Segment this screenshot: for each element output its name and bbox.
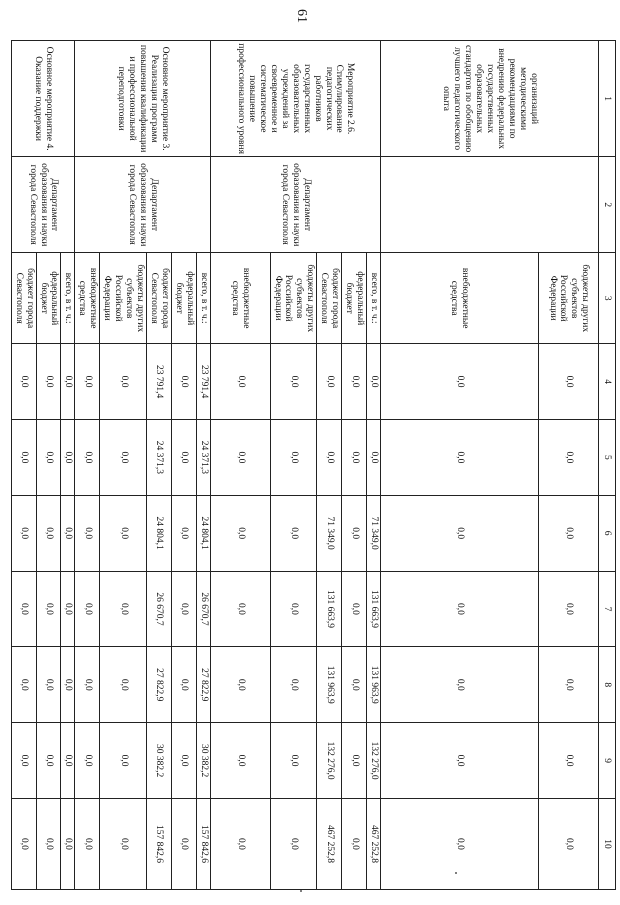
value-cell: 0,0 [171, 647, 196, 723]
value-cell: 0,0 [539, 647, 599, 723]
value-cell: 0,0 [539, 495, 599, 571]
funding-source-cell: бюджеты других субъектов Российской Федерации [100, 253, 147, 344]
value-cell: 0,0 [381, 723, 539, 799]
header-cell: 4 [599, 344, 616, 420]
value-cell: 157 842,6 [146, 798, 171, 889]
scan-speck [300, 890, 302, 892]
value-cell: 0,0 [342, 344, 367, 420]
value-cell: 30 382,2 [196, 723, 210, 799]
budget-table [11, 40, 616, 890]
value-cell: 0,0 [342, 798, 367, 889]
value-cell: 30 382,2 [146, 723, 171, 799]
value-cell: 0,0 [317, 419, 342, 495]
funding-source-cell: федеральный бюджет [342, 253, 367, 344]
value-cell: 0,0 [381, 571, 539, 647]
value-cell: 0,0 [75, 419, 100, 495]
value-cell: 24 371,3 [146, 419, 171, 495]
value-cell: 157 842,6 [196, 798, 210, 889]
value-cell: 26 670,7 [196, 571, 210, 647]
executor-cell: Департамент образования и науки города Севастополя [75, 157, 210, 253]
value-cell: 23 791,4 [196, 344, 210, 420]
value-cell: 0,0 [36, 344, 61, 420]
value-cell: 0,0 [171, 344, 196, 420]
value-cell: 131 963,9 [317, 647, 342, 723]
value-cell: 0,0 [270, 419, 317, 495]
value-cell: 0,0 [100, 344, 147, 420]
header-cell: 7 [599, 571, 616, 647]
value-cell: 0,0 [270, 344, 317, 420]
funding-source-cell: всего, в т. ч.: [196, 253, 210, 344]
measure-name-cell: Основное мероприятие 3. Реализация программ повышения квалификации и профессиональной переподготовки [75, 41, 210, 157]
value-cell: 0,0 [381, 419, 539, 495]
value-cell: 0,0 [36, 495, 61, 571]
value-cell: 0,0 [171, 798, 196, 889]
value-cell: 0,0 [61, 495, 75, 571]
value-cell: 0,0 [100, 798, 147, 889]
value-cell: 0,0 [270, 798, 317, 889]
value-cell: 0,0 [270, 723, 317, 799]
value-cell: 0,0 [381, 344, 539, 420]
value-cell: 0,0 [36, 419, 61, 495]
value-cell: 131 663,9 [317, 571, 342, 647]
table-row [196, 41, 210, 890]
value-cell: 0,0 [75, 344, 100, 420]
value-cell: 0,0 [11, 798, 36, 889]
scan-speck [455, 872, 457, 874]
header-cell: 2 [599, 157, 616, 253]
value-cell: 0,0 [61, 723, 75, 799]
table-row [367, 41, 381, 890]
value-cell: 132 276,0 [367, 723, 381, 799]
funding-source-cell: внебюджетные средства [210, 253, 270, 344]
funding-source-cell: всего, в т. ч.: [367, 253, 381, 344]
value-cell: 0,0 [75, 647, 100, 723]
value-cell: 0,0 [11, 419, 36, 495]
funding-source-cell: внебюджетные средства [381, 253, 539, 344]
value-cell: 0,0 [61, 344, 75, 420]
budget-table-sheet [13, 40, 616, 890]
value-cell: 0,0 [539, 723, 599, 799]
value-cell: 0,0 [61, 571, 75, 647]
value-cell: 0,0 [210, 798, 270, 889]
value-cell: 0,0 [342, 571, 367, 647]
executor-cell: Департамент образования и науки города Севастополя [11, 157, 75, 253]
value-cell: 0,0 [100, 495, 147, 571]
value-cell: 0,0 [317, 344, 342, 420]
value-cell: 0,0 [210, 571, 270, 647]
value-cell: 0,0 [75, 798, 100, 889]
value-cell: 0,0 [11, 495, 36, 571]
value-cell: 131 663,9 [367, 571, 381, 647]
measure-name-cell: Основное мероприятие 4. Оказание поддержки [11, 41, 75, 157]
funding-source-cell: федеральный бюджет [171, 253, 196, 344]
funding-source-cell: бюджет города Севастополя [146, 253, 171, 344]
value-cell: 27 822,9 [146, 647, 171, 723]
measure-name-cell: Мероприятие 2.6. Стимулирование педагогических работников государственных образовательных учреждений за своевременное и систематическое повышение профессионального уровня [210, 41, 380, 157]
value-cell: 0,0 [342, 647, 367, 723]
value-cell: 0,0 [171, 419, 196, 495]
header-cell: 9 [599, 723, 616, 799]
value-cell: 0,0 [210, 344, 270, 420]
value-cell: 0,0 [270, 571, 317, 647]
value-cell: 23 791,4 [146, 344, 171, 420]
header-cell: 8 [599, 647, 616, 723]
header-row [599, 41, 616, 890]
value-cell: 0,0 [75, 495, 100, 571]
value-cell: 0,0 [210, 495, 270, 571]
value-cell: 0,0 [367, 344, 381, 420]
header-cell: 1 [599, 41, 616, 157]
value-cell: 0,0 [270, 495, 317, 571]
value-cell: 0,0 [75, 723, 100, 799]
value-cell: 71 349,0 [317, 495, 342, 571]
value-cell: 71 349,0 [367, 495, 381, 571]
value-cell: 0,0 [381, 798, 539, 889]
value-cell: 0,0 [270, 647, 317, 723]
table-row [61, 41, 75, 890]
funding-source-cell: бюджеты других субъектов Российской Федерации [270, 253, 317, 344]
value-cell: 0,0 [11, 344, 36, 420]
value-cell: 24 371,3 [196, 419, 210, 495]
header-cell: 3 [599, 253, 616, 344]
value-cell: 24 804,1 [196, 495, 210, 571]
value-cell: 0,0 [342, 723, 367, 799]
value-cell: 0,0 [210, 647, 270, 723]
value-cell: 0,0 [381, 647, 539, 723]
value-cell: 0,0 [100, 419, 147, 495]
value-cell: 0,0 [61, 419, 75, 495]
value-cell: 26 670,7 [146, 571, 171, 647]
value-cell: 0,0 [171, 495, 196, 571]
value-cell: 0,0 [539, 344, 599, 420]
value-cell: 27 822,9 [196, 647, 210, 723]
table-row [539, 41, 599, 890]
value-cell: 0,0 [210, 419, 270, 495]
value-cell: 0,0 [210, 723, 270, 799]
value-cell: 0,0 [36, 798, 61, 889]
value-cell: 0,0 [171, 723, 196, 799]
funding-source-cell: всего, в т. ч.: [61, 253, 75, 344]
value-cell: 0,0 [539, 571, 599, 647]
header-cell: 10 [599, 798, 616, 889]
funding-source-cell: федеральный бюджет [36, 253, 61, 344]
value-cell: 0,0 [100, 723, 147, 799]
value-cell: 131 963,9 [367, 647, 381, 723]
page-number: 61 [294, 9, 309, 23]
executor-cell: Департамент образования и науки города Севастополя [210, 157, 380, 253]
value-cell: 0,0 [61, 647, 75, 723]
value-cell: 24 804,1 [146, 495, 171, 571]
value-cell: 0,0 [36, 571, 61, 647]
value-cell: 0,0 [61, 798, 75, 889]
funding-source-cell: бюджет города Севастополя [11, 253, 36, 344]
funding-source-cell: бюджеты других субъектов Российской Федерации [539, 253, 599, 344]
value-cell: 132 276,0 [317, 723, 342, 799]
executor-cell [381, 157, 599, 253]
header-cell: 6 [599, 495, 616, 571]
value-cell: 0,0 [36, 723, 61, 799]
value-cell: 467 252,8 [317, 798, 342, 889]
value-cell: 0,0 [342, 495, 367, 571]
value-cell: 0,0 [171, 571, 196, 647]
value-cell: 0,0 [100, 647, 147, 723]
value-cell: 467 252,8 [367, 798, 381, 889]
value-cell: 0,0 [11, 571, 36, 647]
header-cell: 5 [599, 419, 616, 495]
value-cell: 0,0 [381, 495, 539, 571]
value-cell: 0,0 [100, 571, 147, 647]
measure-name-cell: организаций методическими рекомендациями по внедрению федеральных государственных образовательных стандартов по обобщению лучшего педагогического опыта [381, 41, 599, 157]
value-cell: 0,0 [75, 571, 100, 647]
value-cell: 0,0 [539, 798, 599, 889]
value-cell: 0,0 [11, 647, 36, 723]
funding-source-cell: бюджет города Севастополя [317, 253, 342, 344]
value-cell: 0,0 [36, 647, 61, 723]
funding-source-cell: внебюджетные средства [75, 253, 100, 344]
value-cell: 0,0 [539, 419, 599, 495]
value-cell: 0,0 [367, 419, 381, 495]
value-cell: 0,0 [342, 419, 367, 495]
value-cell: 0,0 [11, 723, 36, 799]
